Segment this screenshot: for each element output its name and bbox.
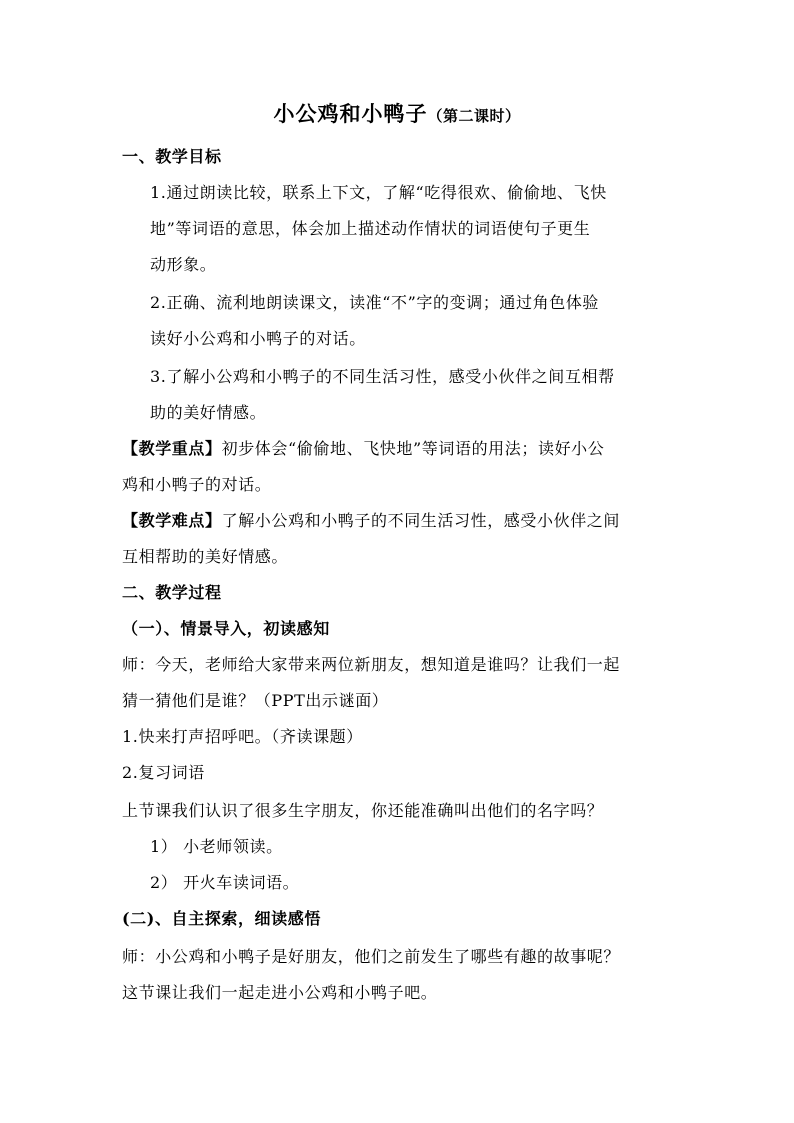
key-point-text: 初步体会“偷偷地、飞快地”等词语的用法；读好小公 bbox=[221, 439, 605, 458]
key-point-text-continued: 鸡和小鸭子的对话。 bbox=[122, 475, 272, 494]
goal-line: 3.了解小公鸡和小鸭子的不同生活习性，感受小伙伴之间互相帮 bbox=[150, 367, 615, 386]
step-item: 1.快来打声招呼吧。（齐读课题） bbox=[122, 727, 363, 746]
goal-line: 地”等词语的意思，体会加上描述动作情状的词语使句子更生 bbox=[150, 219, 591, 238]
title-main: 小公鸡和小鸭子 bbox=[273, 101, 428, 126]
document-title bbox=[0, 98, 794, 128]
step-item: 2.复习词语 bbox=[122, 763, 205, 782]
explore-paragraph-continued: 这节课让我们一起走进小公鸡和小鸭子吧。 bbox=[122, 983, 438, 1002]
intro-paragraph-continued: 猜一猜他们是谁？（PPT出示谜面） bbox=[122, 691, 389, 710]
key-point-label: 【教学重点】 bbox=[122, 439, 222, 458]
section-heading-process: 二、教学过程 bbox=[122, 583, 222, 602]
review-paragraph: 上节课我们认识了很多生字朋友，你还能准确叫出他们的名字吗？ bbox=[122, 801, 604, 820]
key-point-paragraph bbox=[122, 438, 604, 460]
difficulty-paragraph bbox=[122, 510, 620, 532]
difficulty-text: 了解小公鸡和小鸭子的不同生活习性，感受小伙伴之间 bbox=[221, 511, 621, 530]
subsection-heading-explore: (二)、自主探索，细读感悟 bbox=[122, 909, 321, 928]
review-list-item: 1） 小老师领读。 bbox=[150, 837, 283, 856]
goal-line: 助的美好情感。 bbox=[150, 403, 267, 422]
goal-line: 读好小公鸡和小鸭子的对话。 bbox=[150, 329, 366, 348]
subsection-heading-intro: （一）、情景导入，初读感知 bbox=[122, 619, 330, 638]
difficulty-label: 【教学难点】 bbox=[122, 511, 222, 530]
goal-line: 动形象。 bbox=[150, 255, 217, 274]
goal-line: 1.通过朗读比较，联系上下文，了解“吃得很欢、偷偷地、飞快 bbox=[150, 183, 607, 202]
section-heading-goals: 一、教学目标 bbox=[122, 147, 222, 166]
intro-paragraph: 师：今天，老师给大家带来两位新朋友，想知道是谁吗？让我们一起 bbox=[122, 655, 621, 674]
goal-line: 2.正确、流利地朗读课文，读准“不”字的变调；通过角色体验 bbox=[150, 293, 600, 312]
review-list-item: 2） 开火车读词语。 bbox=[150, 873, 300, 892]
title-subtitle: （第二课时） bbox=[427, 107, 521, 125]
explore-paragraph: 师：小公鸡和小鸭子是好朋友，他们之前发生了哪些有趣的故事呢？ bbox=[122, 947, 621, 966]
difficulty-text-continued: 互相帮助的美好情感。 bbox=[122, 547, 289, 566]
